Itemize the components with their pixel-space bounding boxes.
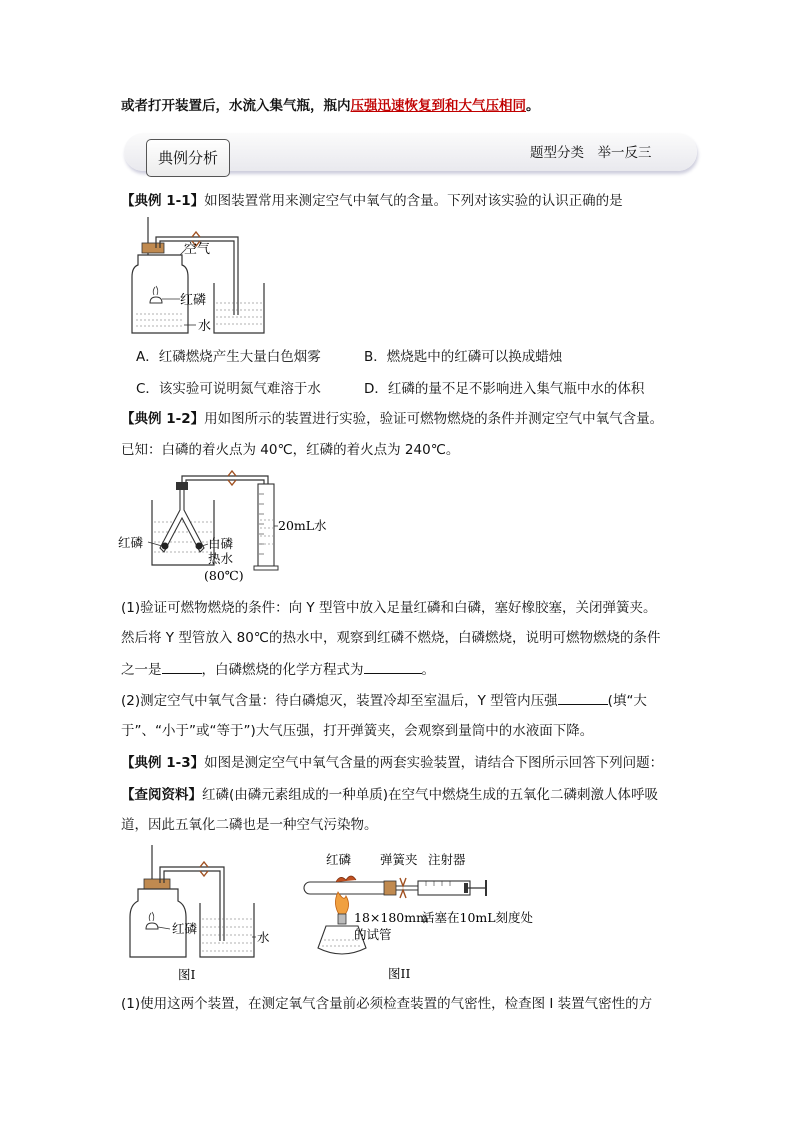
q3-fig1-label-water: 水 — [257, 930, 270, 945]
q2-part2-text-b: (填“大 — [607, 693, 647, 709]
q2-stem-text: 用如图所示的装置进行实验，验证可燃物燃烧的条件并测定空气中氧气含量。 — [204, 411, 664, 427]
q3-fig2-label-piston: 活塞在10mL刻度处 — [422, 910, 534, 925]
intro-line — [121, 96, 540, 116]
q2-fig-label-cylinder: 20mL水 — [278, 518, 327, 533]
q1-tag: 【典例 1-1】 — [121, 193, 205, 209]
q2-part1-line3 — [121, 659, 435, 680]
q2-fig-label-white-p: 白磷 — [208, 536, 234, 551]
q3-figure-1 — [124, 845, 274, 985]
q3-reference-tag: 【查阅资料】 — [121, 787, 202, 803]
q2-fig-label-hot-water: 热水 — [208, 551, 234, 566]
q3-stem-text: 如图是测定空气中氧气含量的两套实验装置，请结合下图所示回答下列问题： — [204, 755, 664, 771]
intro-emphasis: 压强迅速恢复到和大气压相同 — [350, 98, 526, 114]
q3-fig1-caption: 图I — [178, 967, 196, 982]
section-subtitle: 题型分类 举一反三 — [530, 145, 652, 161]
q3-part1: (1)使用这两个装置，在测定氧气含量前必须检查装置的气密性，检查图 I 装置气密性的方 — [121, 996, 653, 1012]
q3-fig2-caption: 图II — [388, 966, 411, 981]
q1-stem — [121, 191, 623, 211]
intro-prefix: 或者打开装置后，水流入集气瓶，瓶内 — [121, 98, 351, 114]
q3-stem — [121, 753, 663, 773]
q1-fig-label-phosphorus: 红磷 — [180, 293, 207, 308]
q3-fig2-label-tube: 的试管 — [354, 927, 392, 942]
intro-suffix: 。 — [526, 98, 540, 114]
q1-option-a: A．红磷燃烧产生大量白色烟雾 — [136, 349, 321, 365]
q3-fig2-label-syringe: 注射器 — [428, 852, 466, 867]
q3-fig2-label-phosphorus: 红磷 — [326, 852, 352, 867]
q2-answer-blank-1[interactable] — [162, 659, 202, 674]
q2-part1-text-a: 之一是 — [121, 662, 162, 678]
q2-known: 已知：白磷的着火点为 40℃，红磷的着火点为 240℃。 — [121, 442, 460, 458]
q3-reference-line2: 道，因此五氧化二磷也是一种空气污染物。 — [121, 817, 378, 833]
q2-part1-line1: (1)验证可燃物燃烧的条件：向 Y 型管中放入足量红磷和白磷，塞好橡胶塞，关闭弹簧夹。 — [121, 600, 657, 616]
q2-fig-label-temp: (80℃) — [204, 568, 244, 583]
q1-apparatus-figure — [128, 215, 268, 340]
q2-part2-text-a: (2)测定空气中氧气含量：待白磷熄灭，装置冷却至室温后，Y 型管内压强 — [121, 693, 558, 709]
q2-tag: 【典例 1-2】 — [121, 411, 205, 427]
q2-part2-line1 — [121, 690, 647, 711]
q2-part1-text-c: 。 — [421, 662, 435, 678]
q3-reference-text1: 红磷(由磷元素组成的一种单质)在空气中燃烧生成的五氧化二磷刺激人体呼吸 — [202, 787, 659, 803]
q2-part2-line2: 于”、“小于”或“等于”)大气压强，打开弹簧夹，会观察到量筒中的水液面下降。 — [121, 723, 594, 739]
q1-option-d: D．红磷的量不足不影响进入集气瓶中水的体积 — [364, 381, 645, 397]
q2-answer-blank-3[interactable] — [558, 690, 608, 705]
q3-fig1-label-phosphorus: 红磷 — [172, 921, 198, 936]
q3-fig2-label-clamp: 弹簧夹 — [380, 852, 418, 867]
q1-fig-label-water: 水 — [198, 319, 212, 334]
q1-fig-label-air: 空气 — [184, 242, 211, 257]
q2-apparatus-figure — [118, 470, 358, 588]
q3-figure-2 — [296, 848, 546, 983]
q1-option-c: C．该实验可说明氮气难溶于水 — [136, 381, 321, 397]
q3-reference-line1 — [121, 785, 658, 805]
section-title: 典例分析 — [146, 139, 230, 177]
q2-answer-blank-2[interactable] — [364, 659, 422, 674]
q2-part1-line2: 然后将 Y 型管放入 80℃的热水中，观察到红磷不燃烧，白磷燃烧，说明可燃物燃烧的条件 — [121, 630, 661, 646]
q2-part1-text-b: ，白磷燃烧的化学方程式为 — [201, 662, 364, 678]
q3-tag: 【典例 1-3】 — [121, 755, 205, 771]
q2-stem — [121, 409, 663, 429]
q1-option-b: B．燃烧匙中的红磷可以换成蜡烛 — [364, 349, 563, 365]
q1-stem-text: 如图装置常用来测定空气中氧气的含量。下列对该实验的认识正确的是 — [204, 193, 623, 209]
q2-fig-label-red-p: 红磷 — [118, 535, 144, 550]
q3-fig2-label-tube-size: 18×180mm — [354, 910, 428, 925]
